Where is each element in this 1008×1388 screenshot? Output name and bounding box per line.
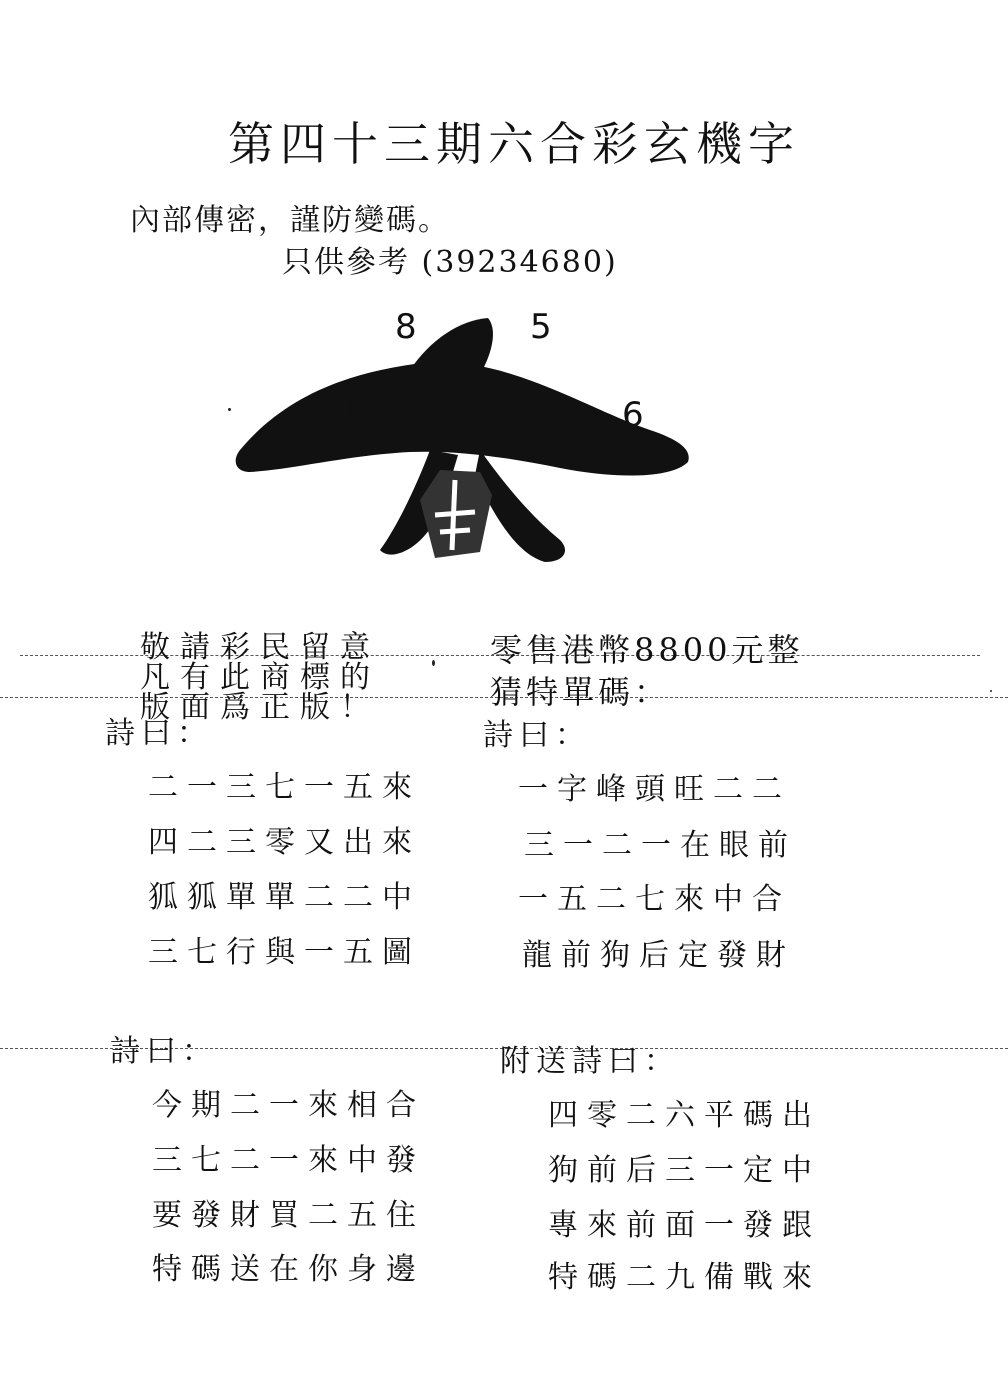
page-title: 第四十三期六合彩玄機字 [228, 117, 800, 171]
stylized-character-logo [236, 318, 689, 562]
poem-line: 四二三零又出來 [148, 825, 421, 860]
poem-line: 三七行與一五圖 [148, 935, 421, 970]
poem-line: 狗前后三一定中 [548, 1153, 821, 1188]
poem-line: 特碼二九備戰來 [548, 1260, 821, 1295]
poem-line: 四零二六平碼出 [548, 1098, 821, 1133]
poem-line: 今期二一來相合 [152, 1088, 425, 1123]
poem-heading: 詩曰： [483, 718, 591, 753]
poem-line: 龍前狗后定發財 [522, 938, 795, 973]
poem-line: 專來前面一發跟 [548, 1208, 821, 1243]
scan-speck [228, 408, 231, 411]
poem-line: 一五二七來中合 [518, 882, 791, 917]
poem-line: 特碼送在你身邊 [152, 1252, 425, 1287]
scan-speck [990, 690, 992, 692]
notice-line-2 [282, 237, 618, 281]
poem-line: 一字峰頭旺二二 [518, 772, 791, 807]
promo-subtitle: 猜特單碼： [490, 673, 671, 711]
promo-left-line: 敬請彩民留意 [140, 630, 380, 665]
poem-heading: 附送詩曰： [500, 1044, 680, 1079]
promo-left-line: 版面爲正版！ [140, 690, 380, 725]
notice-phone: (39234680) [421, 245, 618, 280]
poem-line: 狐狐單單二二中 [148, 880, 421, 915]
notice-label: 只供參考 [282, 245, 410, 280]
poem-line: 二一三七一五來 [148, 770, 421, 805]
poem-heading: 詩曰： [110, 1034, 218, 1069]
poem-line: 要發財買二五住 [152, 1198, 425, 1233]
logo-number-1: 1 [342, 391, 364, 431]
logo-number-5: 5 [530, 307, 552, 347]
logo-number-6: 6 [622, 395, 644, 435]
promo-price: 零售港幣8800元整 [490, 631, 804, 669]
promo-left-line: 凡有此商標的 [140, 660, 380, 695]
scan-speck [432, 660, 435, 666]
poem-line: 三七二一來中發 [152, 1143, 425, 1178]
poem-line: 三一二一在眼前 [524, 828, 797, 863]
poem-heading: 詩曰： [105, 716, 213, 751]
brand-logo [230, 300, 700, 580]
logo-number-8: 8 [395, 307, 417, 347]
notice-line-1: 內部傳密，謹防變碼。 [130, 203, 450, 238]
